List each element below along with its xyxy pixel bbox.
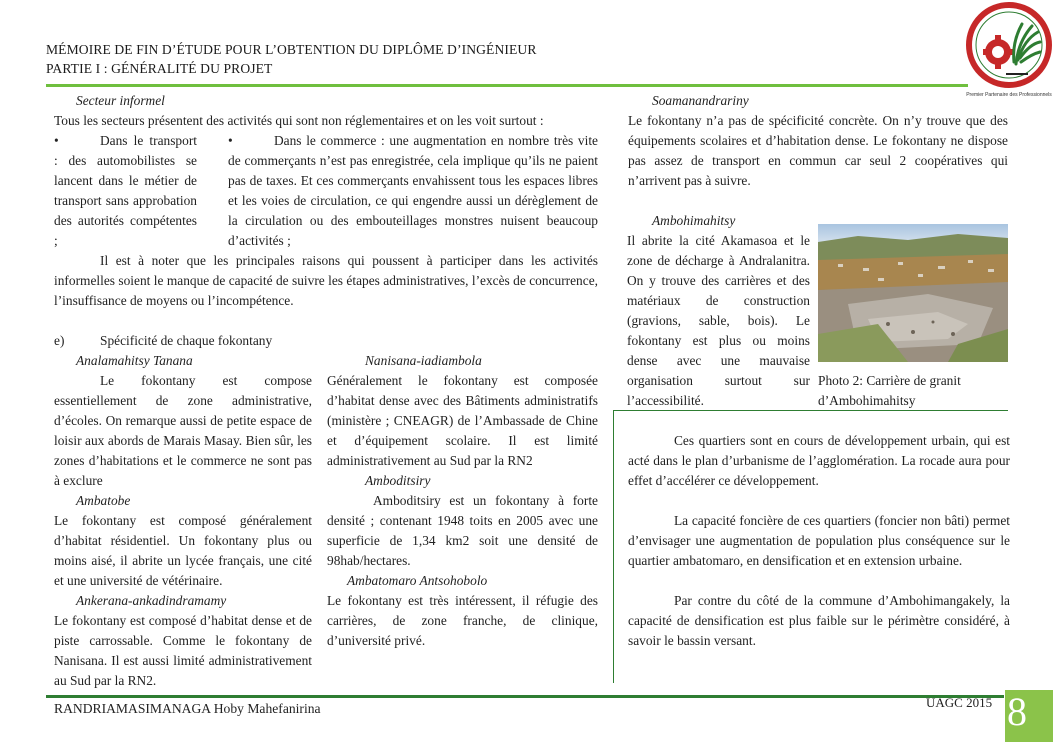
nanisana-title: Nanisana-iadiambola [365, 353, 482, 368]
school-logo [966, 2, 1052, 98]
photo-caption: Photo 2: Carrière de granit d’Ambohimahitsy [818, 373, 961, 408]
box-top-border [614, 410, 1008, 411]
soamanandrariny-text: Le fokontany n’a pas de spécificité concrète. On n’y trouve que des équipements scolaires et d’habitation dense. Le fokontany ne dispose pas assez de transport en commun car seul 2 coopératives qui n’arrivent pas à suivre. [628, 113, 1008, 188]
bullet-dot: • [54, 133, 59, 148]
page-number: 8 [1005, 690, 1053, 742]
bullet-transport-text: Dans le transport : des automobilistes se lancent dans le métier de transport sans approbation des autorités compétentes ; [54, 133, 197, 248]
secteur-intro: Tous les secteurs présentent des activités qui sont non réglementaires et on les voit surtout : [54, 113, 544, 128]
urban-p2: La capacité foncière de ces quartiers (foncier non bâti) permet d’envisager une augmentation de population plus conséquence sur le quartier ambatomaro, en densification et en extension urbaine. [628, 513, 1010, 568]
quarry-photo [818, 224, 1008, 362]
amboditsiry-text: Amboditsiry est un fokontany à forte densité ; contenant 1948 toits en 2005 avec une superficie de 1,34 km2 soit une densité de 98hab/hectares. [327, 493, 598, 568]
school-crest-icon [966, 2, 1052, 88]
column-middle [327, 351, 598, 651]
analamahitsy-title: Analamahitsy Tanana [76, 353, 193, 368]
informal-note: Il est à noter que les principales raisons qui poussent à participer dans les activités informelles soient le manque de capacité de suivre les étapes administratives, l’excès de concurrence, l’insuffisance de moyens ou l’incompétence. [54, 253, 598, 308]
header-title: MÉMOIRE DE FIN D’ÉTUDE POUR L’OBTENTION DU DIPLÔME D’INGÉNIEUR [46, 42, 537, 57]
bullet-commerce [228, 131, 598, 251]
amboditsiry-title: Amboditsiry [365, 473, 431, 488]
secteur-title: Secteur informel [76, 93, 165, 108]
urban-p1: Ces quartiers sont en cours de développement urbain, qui est acté dans le plan d’urbanisme de l’agglomération. La rocade aura pour effet d’accélérer ce développement. [628, 433, 1010, 488]
bullet-dot: • [228, 133, 233, 148]
footer-year: UAGC 2015 [926, 695, 993, 710]
ambatomaro-text: Le fokontany est très intéressent, il réfugie des carrières, de zone franche, de clinique, d’université privé. [327, 593, 598, 648]
ankerana-text: Le fokontany est composé d’habitat dense et de piste carrossable. Comme le fokontany de Nanisana. Il est aussi limité administrativement au Sud par la RN2. [54, 613, 312, 688]
nanisana-text: Généralement le fokontany est composée d’habitat dense avec des Bâtiments administratifs (ministère ; CNEAGR) de l’Ambassade de Chine et d’équipement scolaire. Il est limité administrativement au Sud par la RN2 [327, 373, 598, 468]
header-rule [46, 84, 968, 87]
urban-box [628, 431, 1010, 651]
section-e-label: e) [54, 333, 65, 348]
soamanandrariny-title: Soamanandrariny [652, 93, 749, 108]
urban-p3: Par contre du côté de la commune d’Ambohimangakely, la capacité de densification est plus faible sur le périmètre considéré, à savoir le bassin versant. [628, 593, 1010, 648]
analamahitsy-text: Le fokontany est compose essentiellement de zone administrative, d’écoles. On remarque aussi de petite espace de loisir aux abords de Marais Masay. Bien sûr, les zones d’habitations et le commerce ne sont pas à exclure [54, 373, 312, 488]
footer-author: RANDRIAMASIMANAGA Hoby Mahefanirina [54, 701, 321, 716]
bullet-transport [54, 131, 197, 251]
ambohimahitsy-text: Il abrite la cité Akamasoa et le zone de décharge à Andralanitra. On y trouve des carrières et des matériaux de construction (gravions, sable, bois). Le fokontany est plus ou moins dense avec une mauvaise organisation surtout sur l’accessibilité. [627, 233, 810, 408]
footer-rule [46, 695, 1004, 698]
ankerana-title: Ankerana-ankadindramamy [76, 593, 227, 608]
ambohimahitsy-title: Ambohimahitsy [652, 213, 736, 228]
section-e-title: Spécificité de chaque fokontany [100, 333, 273, 348]
ambatobe-title: Ambatobe [76, 493, 131, 508]
logo-caption: Premier Partenaire des Professionnels [966, 92, 1052, 98]
column-left [54, 351, 312, 691]
ambatobe-text: Le fokontany est composé généralement d’habitat résidentiel. Un fokontany plus ou moins aisé, il abrite un lycée français, une cité et une université de vétérinaire. [54, 513, 312, 588]
ambatomaro-title: Ambatomaro Antsohobolo [347, 573, 488, 588]
box-left-border [613, 410, 614, 683]
bullet-commerce-text: Dans le commerce : une augmentation en nombre très vite de commerçants n’est pas enregistrée, cela implique qu’ils ne paient pas de taxes. Et ces commerçants envahissent tous les espaces libres et les voies de circulation, ce qui engendre aussi un dérèglement de la circulation ou des embouteillages monstres nuisent beaucoup d’activités ; [228, 133, 598, 248]
header-subtitle: PARTIE I : GÉNÉRALITÉ DU PROJET [46, 61, 273, 76]
